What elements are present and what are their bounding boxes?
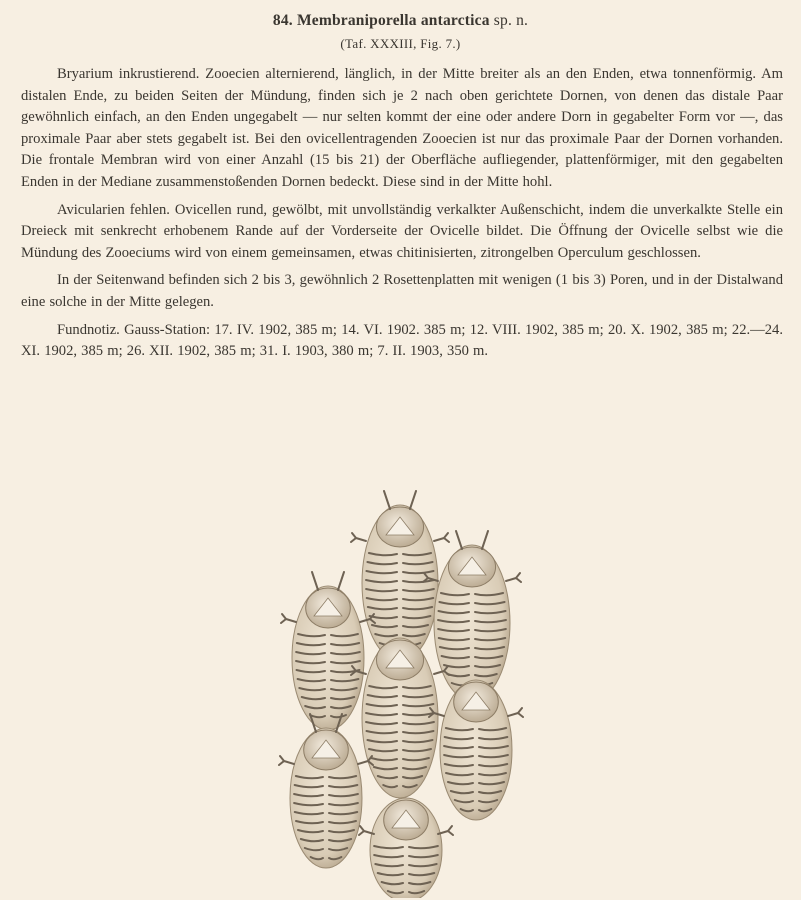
zooid <box>279 714 373 868</box>
plate-reference: (Taf. XXXIII, Fig. 7.) <box>340 36 461 51</box>
paragraph-description: Bryarium inkrustierend. Zooecien alternierend, länglich, in der Mitte breiter als an den Enden, etwa tonnenförmig. Am distalen Ende, zu beiden Seiten der Mündung, finden sich je 2 nach oben gerichtete Dornen, von denen das distale Paar gewöhnlich einfach, an den Enden ungegabelt — nur selten kommt der eine oder andere Dorn in gegabelter Form vor —, das proximale Paar aber stets gegabelt ist. Bei den ovicellentragenden Zooecien ist nur das proximale Paar der Dornen vorhanden. Die frontale Membran wird von einer Anzahl (15 bis 21) der Oberfläche aufliegender, plattenförmiger, mit den gegabelten Enden in der Mediane zusammenstoßenden Dornen bedeckt. Diese sind in der Mitte hohl. <box>21 66 783 190</box>
species-name: Membraniporella antarctica <box>296 12 490 29</box>
specimen-figure <box>268 478 526 898</box>
zooid <box>423 531 521 701</box>
zooid <box>359 798 453 898</box>
paragraph-locality: Fundnotiz. Gauss-Station: 17. IV. 1902, 385 m; 14. VI. 1902. 385 m; 12. VIII. 1902, 385 m; 20. X. 1902, 385 m; 22.—24. XI. 1902, 385 m; 26. XII. 1902, 385 m; 31. I. 1903, 380 m; 7. II. 1903, 350 m. <box>21 321 783 360</box>
zooid <box>429 680 523 820</box>
body-text <box>21 64 783 369</box>
zooid <box>351 638 449 798</box>
zooid <box>281 572 375 730</box>
section-number: 84. <box>272 12 293 29</box>
section-heading <box>0 12 801 30</box>
species-suffix: sp. n. <box>493 12 529 29</box>
zooid-colony <box>279 491 523 898</box>
paragraph-avicularia: Avicularien fehlen. Ovicellen rund, gewölbt, mit unvollständig verkalkter Außenschicht, indem die unverkalkte Stelle ein Dreieck mit senkrecht erhobenem Rande auf der Vorderseite der Ovicelle bildet. Die Öffnung der Ovicelle selbst wie die Mündung des Zooeciums wird von einem gemeinsamen, etwas chitinisierten, zitrongelben Operculum geschlossen. <box>21 201 783 261</box>
bryozoan-colony-illustration <box>268 478 526 898</box>
paragraph-rosette-plates: In der Seitenwand befinden sich 2 bis 3, gewöhnlich 2 Rosettenplatten mit wenigen (1 bis 3) Poren, und in der Distalwand eine solche in der Mitte gelegen. <box>21 272 783 310</box>
